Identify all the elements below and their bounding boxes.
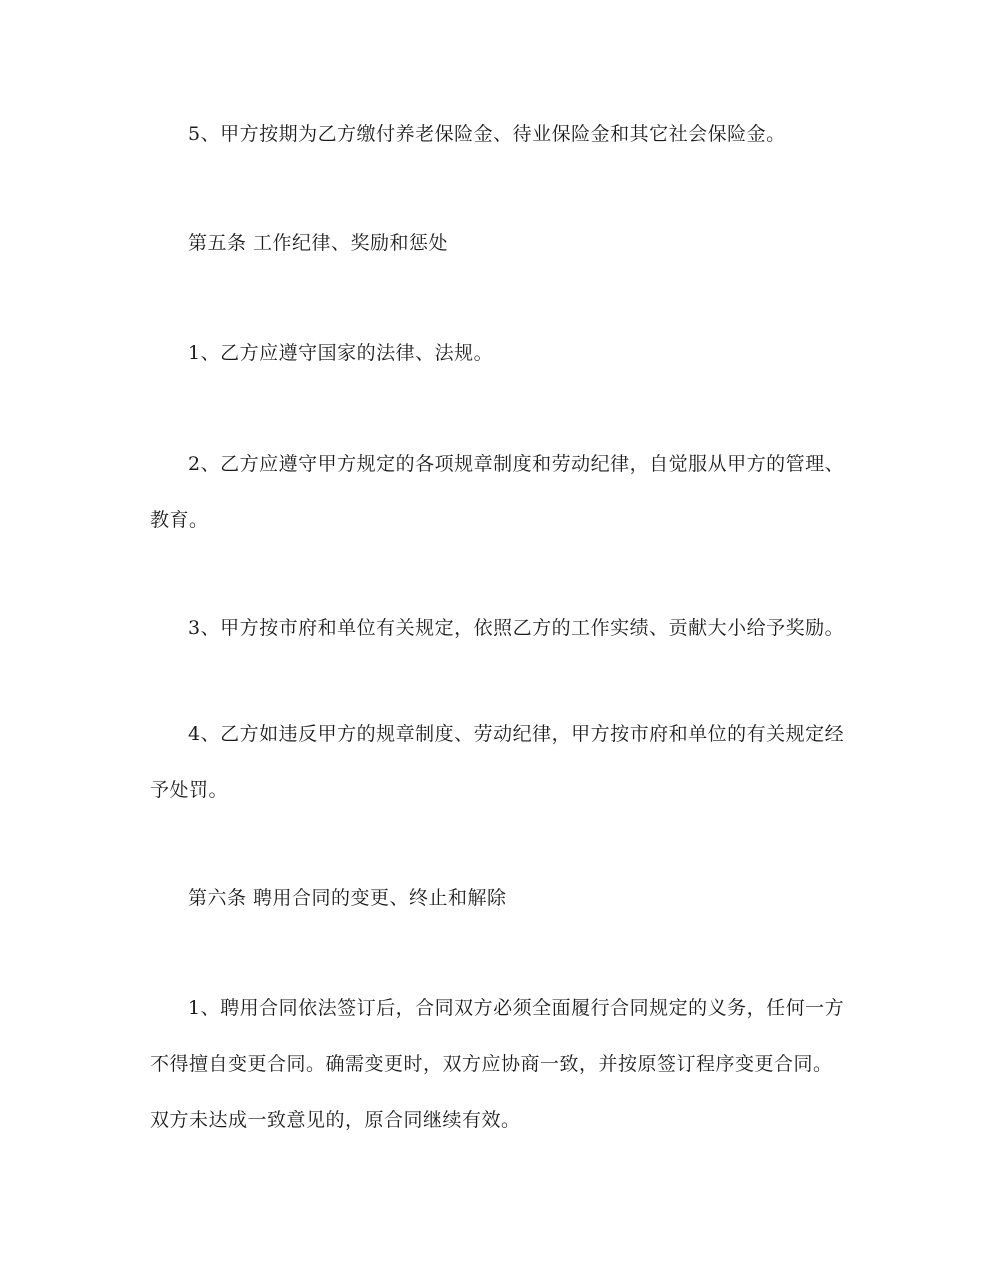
clause-item-4-penalties: 4、乙方如违反甲方的规章制度、劳动纪律，甲方按市府和单位的有关规定经予处罚。 [150, 723, 845, 801]
clause-item-1-contract-change: 1、聘用合同依法签订后，合同双方必须全面履行合同规定的义务，任何一方不得擅自变更合同。确需变更时，双方应协商一致，并按原签订程序变更合同。双方未达成一致意见的，原合同继续有效。 [150, 997, 845, 1131]
clause-item-1-obey-laws: 1、乙方应遵守国家的法律、法规。 [188, 342, 494, 364]
article-6-heading: 第六条 聘用合同的变更、终止和解除 [188, 887, 507, 909]
clause-item-2-obey-rules: 2、乙方应遵守甲方规定的各项规章制度和劳动纪律，自觉服从甲方的管理、教育。 [150, 453, 845, 531]
clause-item-3-rewards: 3、甲方按市府和单位有关规定，依照乙方的工作实绩、贡献大小给予奖励。 [188, 617, 845, 639]
clause-item-5-social-insurance: 5、甲方按期为乙方缴付养老保险金、待业保险金和其它社会保险金。 [188, 123, 786, 145]
article-5-heading: 第五条 工作纪律、奖励和惩处 [188, 232, 449, 254]
